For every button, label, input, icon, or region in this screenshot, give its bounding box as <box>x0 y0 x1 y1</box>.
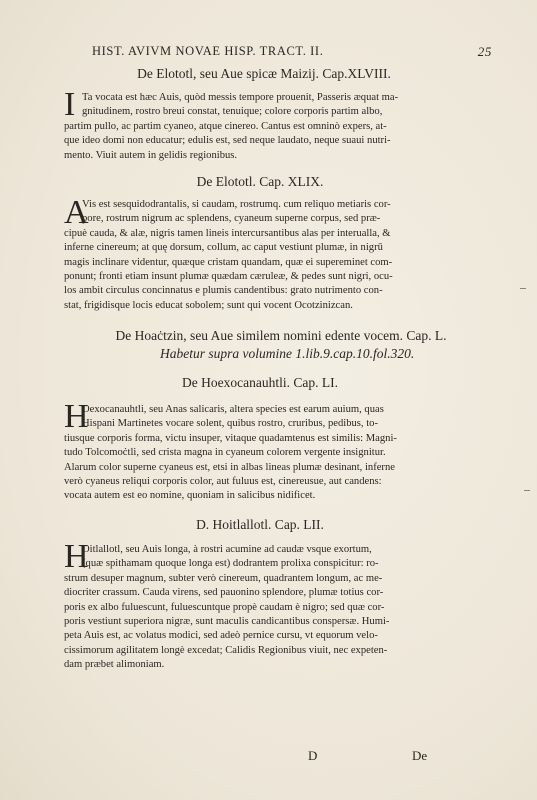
text-line: poris ex albo fuluescunt, fuluescuntque propè caudam è nigro; sed quæ cor- <box>64 601 385 613</box>
drop-cap-49: A <box>64 194 89 231</box>
drop-cap-48: I <box>64 86 76 123</box>
drop-cap-51: H <box>64 398 89 435</box>
text-line: magis inclinare videntur, quæque cristam quandam, quæ ei supereminet com- <box>64 256 393 268</box>
text-line: pore, rostrum nigrum ac splendens, cyaneum superne corpus, sed præ- <box>82 213 381 225</box>
text-line: Hispani Martinetes vocare solent, quibus rostro, cruribus, pedibus, to- <box>82 418 378 430</box>
signature-mark: D <box>308 748 318 763</box>
chapter-text-52 <box>64 543 496 673</box>
text-line: strum desuper magnum, subter verò cinereum, quadrantem longum, ac me- <box>64 572 383 584</box>
text-line: mento. Viuit autem in gelidis regionibus. <box>64 149 238 161</box>
cross-reference: Habetur supra volumine 1.lib.9.cap.10.fol.320. <box>160 346 415 361</box>
running-title: HIST. AVIVM NOVAE HISP. TRACT. II. <box>92 44 324 58</box>
text-line: Oexocanauhtli, seu Anas salicaris, altera species est earum auium, quas <box>82 404 384 415</box>
text-line: los ambit circulus concinnatus e plumis candentibus: grato nutrimento con- <box>64 285 383 297</box>
text-line: gnitudinem, rostro breui constat, tenuique; colore corporis partim albo, <box>82 106 383 118</box>
text-line: que ideo domi non educatur; edulis est, sed neque laudato, neque suaui nutri- <box>64 135 391 147</box>
text-line: dam præbet alimoniam. <box>64 659 165 671</box>
text-line: ponunt; fronti etiam insunt plumæ quædam cæruleæ, & pedes sunt nigri, ocu- <box>64 271 393 283</box>
text-line: tudo Tolcomoċtli, sed crista magna in cyaneum colorem vergente insignitur. <box>64 447 386 459</box>
text-line: Alarum color superne cyaneus est, etsi in albas lineas plumæ desinant, inferne <box>64 461 395 473</box>
chapter-text-49 <box>64 194 496 313</box>
catchword: De <box>412 748 428 763</box>
text-line: Ta vocata est hæc Auis, quòd messis tempore prouenit, Passeris æquat ma- <box>82 92 399 103</box>
margin-mark <box>524 490 530 491</box>
text-line: Vis est sesquidodrantalis, si caudam, rostrumq. cum reliquo metiaris cor- <box>82 199 391 210</box>
text-line: partim pullo, ac partim cyaneo, atque cinereo. Cantus est omninò expers, at- <box>64 120 387 132</box>
text-line: stat, frigidisque locis educat sobolem; sunt qui vocent Ocotzinizcan. <box>64 299 353 311</box>
text-line: (quæ spithamam quoque longa est) dodrantem prolixa conspicitur: ro- <box>82 558 379 570</box>
chapter-heading-51: De Hoexocanauhtli. Cap. LI. <box>182 375 338 390</box>
chapter-heading-52: D. Hoitlallotl. Cap. LII. <box>196 517 324 532</box>
text-line: poris vestiunt superiora nigræ, sunt maculis candicantibus conspersæ. Humi- <box>64 616 390 628</box>
margin-mark <box>520 288 526 289</box>
text-line: Oitlallotl, seu Auis longa, à rostri acumine ad caudæ vsque exortum, <box>82 544 372 555</box>
chapter-text-51 <box>64 403 496 504</box>
text-line: tiusque corporis forma, victu insuper, vitaque quadamtenus est similis: Magni- <box>64 432 397 444</box>
text-line: vocata autem est eo nomine, quoniam in salicibus nidificet. <box>64 490 316 502</box>
chapter-text-48 <box>64 91 496 163</box>
text-line: peta Auis est, ac volatus modici, sed adeò pernice cursu, vt equorum velo- <box>64 630 378 642</box>
drop-cap-52: H <box>64 538 89 575</box>
chapter-heading-48: De Elototl, seu Aue spicæ Maizij. Cap.XLVIII. <box>137 66 391 81</box>
text-line: cissimorum agilitatem longè excedat; Calidis Regionibus viuit, nec expeten- <box>64 644 388 656</box>
text-line: inferne cinereum; at quę dorsum, collum, ac caput vestiunt plumæ, in nigrū <box>64 242 383 254</box>
page-number: 25 <box>477 44 492 59</box>
text-line: diocriter crassum. Cauda virens, sed pauonino splendore, plumæ totius cor- <box>64 587 384 599</box>
chapter-heading-49: De Elototl. Cap. XLIX. <box>196 174 324 189</box>
text-line: verò cyaneus reliqui corporis color, aut fuluus est, cinereusue, aut candens: <box>64 476 382 488</box>
chapter-heading-50: De Hoaċtzin, seu Aue similem nomini edente vocem. Cap. L. <box>115 328 447 343</box>
text-line: cipuè cauda, & alæ, nigris tamen lineis intercursantibus alas per interualla, & <box>64 227 391 239</box>
